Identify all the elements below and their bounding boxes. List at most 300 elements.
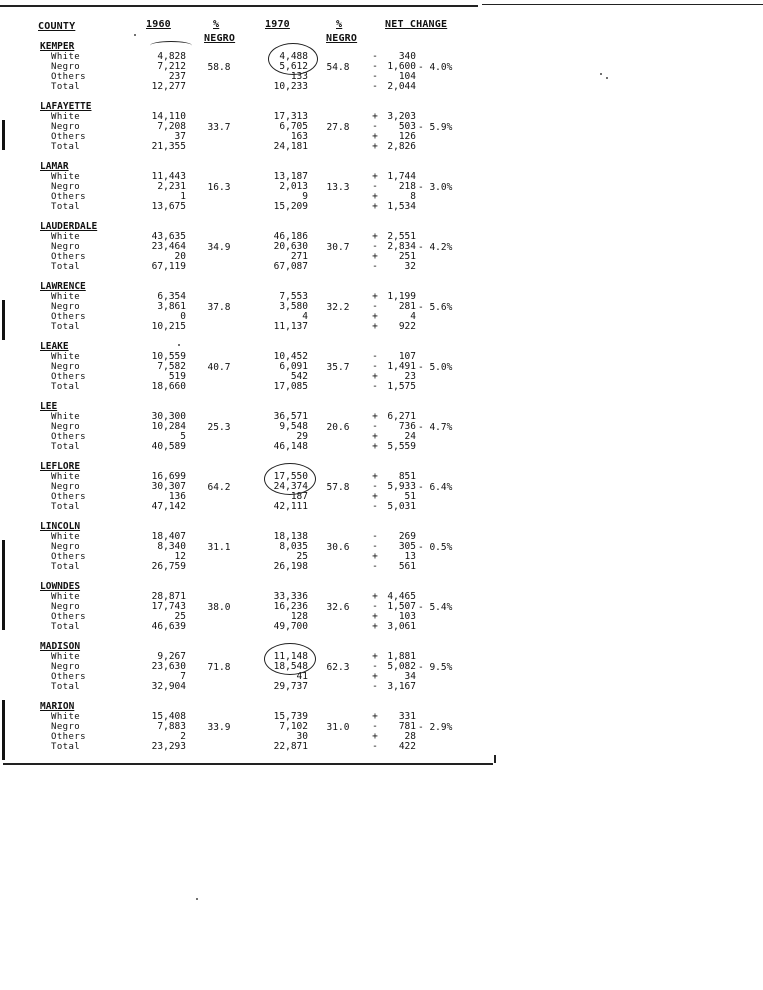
county-name: MADISON: [40, 641, 81, 652]
pct-change: - 4.0%: [418, 62, 453, 73]
change-sign: +: [372, 411, 378, 422]
county-block-lafayette: [0, 102, 500, 158]
county-block-lamar: [0, 162, 500, 218]
change-sign: -: [372, 741, 378, 752]
net-change-value: 1,881: [387, 651, 416, 662]
pct-change: - 5.9%: [418, 122, 453, 133]
pct-negro-1960: 37.8: [207, 302, 231, 313]
net-change-value: 781: [398, 721, 416, 732]
change-sign: -: [372, 541, 378, 552]
row-label: Total: [51, 742, 81, 752]
county-block-madison: [0, 642, 500, 698]
value-1960: 18,407: [151, 531, 186, 542]
value-1970: 16,236: [273, 601, 308, 612]
row-label: Negro: [51, 302, 81, 312]
value-1970: 4: [302, 311, 308, 322]
pct-change: - 4.7%: [418, 422, 453, 433]
net-change-value: 24: [404, 431, 416, 442]
county-block-lowndes: [0, 582, 500, 638]
change-sign: +: [372, 711, 378, 722]
change-sign: +: [372, 371, 378, 382]
county-name: LAWRENCE: [40, 281, 86, 292]
value-1970: 13,187: [273, 171, 308, 182]
net-change-value: 561: [398, 561, 416, 572]
county-name: LEFLORE: [40, 461, 81, 472]
row-label: Others: [51, 552, 86, 562]
row-label: Others: [51, 612, 86, 622]
net-change-value: 2,044: [387, 81, 416, 92]
pct-negro-1960: 40.7: [207, 362, 231, 373]
value-1960: 20: [174, 251, 186, 262]
value-1970: 67,087: [273, 261, 308, 272]
change-sign: -: [372, 561, 378, 572]
change-sign: +: [372, 731, 378, 742]
row-label: Negro: [51, 422, 81, 432]
pct-negro-1970: 20.6: [326, 422, 350, 433]
net-change-value: 104: [398, 71, 416, 82]
row-label: Negro: [51, 662, 81, 672]
pct-negro-1960: 33.7: [207, 122, 231, 133]
value-1960: 4,828: [157, 51, 186, 62]
row-label: Total: [51, 682, 81, 692]
change-sign: -: [372, 81, 378, 92]
change-sign: +: [372, 171, 378, 182]
value-1970: 542: [290, 371, 308, 382]
value-1970: 187: [290, 491, 308, 502]
row-label: Total: [51, 82, 81, 92]
value-1960: 37: [174, 131, 186, 142]
change-sign: -: [372, 531, 378, 542]
top-rule-left: [0, 5, 478, 7]
row-label: Others: [51, 72, 86, 82]
value-1960: 17,743: [151, 601, 186, 612]
value-1970: 26,198: [273, 561, 308, 572]
value-1970: 133: [290, 71, 308, 82]
change-sign: -: [372, 181, 378, 192]
value-1970: 10,233: [273, 81, 308, 92]
value-1960: 23,630: [151, 661, 186, 672]
pct-negro-1960: 71.8: [207, 662, 231, 673]
pen-circle-kemper: [268, 43, 318, 75]
row-label: White: [51, 352, 81, 362]
net-change-value: 4,465: [387, 591, 416, 602]
net-change-value: 269: [398, 531, 416, 542]
county-block-marion: [0, 702, 500, 758]
net-change-value: 6,271: [387, 411, 416, 422]
value-1970: 8,035: [279, 541, 308, 552]
value-1970: 10,452: [273, 351, 308, 362]
value-1960: 67,119: [151, 261, 186, 272]
change-sign: +: [372, 231, 378, 242]
row-label: Negro: [51, 722, 81, 732]
change-sign: +: [372, 111, 378, 122]
value-1970: 25: [296, 551, 308, 562]
county-block-leake: [0, 342, 500, 398]
value-1960: 32,904: [151, 681, 186, 692]
value-1960: 237: [168, 71, 186, 82]
row-label: White: [51, 232, 81, 242]
change-sign: +: [372, 671, 378, 682]
county-block-lauderdale: [0, 222, 500, 278]
table-bottom-rule: [3, 763, 493, 765]
value-1960: 15,408: [151, 711, 186, 722]
value-1970: 6,091: [279, 361, 308, 372]
value-1960: 7,883: [157, 721, 186, 732]
value-1970: 20,630: [273, 241, 308, 252]
change-sign: +: [372, 471, 378, 482]
net-change-value: 922: [398, 321, 416, 332]
pct-negro-1960: 25.3: [207, 422, 231, 433]
value-1970: 2,013: [279, 181, 308, 192]
pct-change: - 9.5%: [418, 662, 453, 673]
change-sign: -: [372, 481, 378, 492]
value-1960: 25: [174, 611, 186, 622]
pct-negro-1960: 64.2: [207, 482, 231, 493]
value-1970: 11,148: [273, 651, 308, 662]
value-1970: 15,209: [273, 201, 308, 212]
value-1970: 18,548: [273, 661, 308, 672]
value-1970: 6,705: [279, 121, 308, 132]
row-label: Others: [51, 372, 86, 382]
county-name: LAUDERDALE: [40, 221, 98, 232]
value-1960: 13,675: [151, 201, 186, 212]
net-change-value: 23: [404, 371, 416, 382]
row-label: Total: [51, 142, 81, 152]
pct-negro-1960: 58.8: [207, 62, 231, 73]
change-sign: -: [372, 351, 378, 362]
row-label: Others: [51, 252, 86, 262]
row-label: Negro: [51, 182, 81, 192]
value-1970: 9,548: [279, 421, 308, 432]
row-label: Total: [51, 382, 81, 392]
pct-change: - 5.4%: [418, 602, 453, 613]
row-label: Others: [51, 432, 86, 442]
value-1960: 7: [180, 671, 186, 682]
change-sign: -: [372, 301, 378, 312]
row-label: Total: [51, 202, 81, 212]
net-change-value: 34: [404, 671, 416, 682]
net-change-value: 126: [398, 131, 416, 142]
change-sign: +: [372, 311, 378, 322]
county-block-lawrence: [0, 282, 500, 338]
net-change-value: 1,199: [387, 291, 416, 302]
value-1970: 163: [290, 131, 308, 142]
value-1970: 46,186: [273, 231, 308, 242]
change-sign: +: [372, 291, 378, 302]
change-sign: +: [372, 131, 378, 142]
county-name: LAFAYETTE: [40, 101, 92, 112]
change-sign: +: [372, 251, 378, 262]
pen-arc-annotation: [150, 41, 192, 50]
change-sign: +: [372, 431, 378, 442]
row-label: Others: [51, 732, 86, 742]
scan-speck: [600, 73, 602, 75]
value-1960: 12: [174, 551, 186, 562]
net-change-value: 5,031: [387, 501, 416, 512]
value-1960: 30,300: [151, 411, 186, 422]
net-change-value: 13: [404, 551, 416, 562]
row-label: Negro: [51, 362, 81, 372]
pct-negro-1960: 34.9: [207, 242, 231, 253]
value-1970: 3,580: [279, 301, 308, 312]
change-sign: -: [372, 51, 378, 62]
net-change-value: 8: [410, 191, 416, 202]
value-1960: 26,759: [151, 561, 186, 572]
change-sign: +: [372, 621, 378, 632]
net-change-value: 251: [398, 251, 416, 262]
net-change-value: 218: [398, 181, 416, 192]
pct-change: - 6.4%: [418, 482, 453, 493]
header-1960: 1960: [146, 19, 171, 30]
pct-negro-1970: 35.7: [326, 362, 350, 373]
value-1960: 12,277: [151, 81, 186, 92]
change-sign: -: [372, 681, 378, 692]
row-label: White: [51, 292, 81, 302]
value-1960: 23,464: [151, 241, 186, 252]
county-name: LEE: [40, 401, 58, 412]
header-pct-negro-1970-top: %: [336, 19, 343, 30]
change-sign: -: [372, 661, 378, 672]
pct-change: - 5.6%: [418, 302, 453, 313]
net-change-value: 3,061: [387, 621, 416, 632]
value-1970: 24,374: [273, 481, 308, 492]
row-label: Others: [51, 192, 86, 202]
value-1970: 128: [290, 611, 308, 622]
row-label: Negro: [51, 62, 81, 72]
pct-negro-1960: 16.3: [207, 182, 231, 193]
value-1960: 7,582: [157, 361, 186, 372]
value-1970: 5,612: [279, 61, 308, 72]
net-change-value: 5,559: [387, 441, 416, 452]
net-change-value: 103: [398, 611, 416, 622]
value-1970: 22,871: [273, 741, 308, 752]
value-1970: 15,739: [273, 711, 308, 722]
value-1960: 9,267: [157, 651, 186, 662]
row-label: Total: [51, 502, 81, 512]
pct-negro-1970: 32.6: [326, 602, 350, 613]
county-block-kemper: [0, 42, 500, 98]
scan-speck: [178, 344, 180, 346]
pct-negro-1970: 31.0: [326, 722, 350, 733]
pct-negro-1970: 30.6: [326, 542, 350, 553]
change-sign: +: [372, 201, 378, 212]
net-change-value: 340: [398, 51, 416, 62]
scan-speck: [606, 77, 608, 79]
pct-change: - 0.5%: [418, 542, 453, 553]
pct-negro-1960: 31.1: [207, 542, 231, 553]
value-1960: 3,861: [157, 301, 186, 312]
net-change-value: 1,600: [387, 61, 416, 72]
value-1960: 7,212: [157, 61, 186, 72]
row-label: White: [51, 112, 81, 122]
net-change-value: 51: [404, 491, 416, 502]
change-sign: +: [372, 611, 378, 622]
row-label: White: [51, 172, 81, 182]
value-1960: 10,284: [151, 421, 186, 432]
row-label: White: [51, 592, 81, 602]
value-1960: 2,231: [157, 181, 186, 192]
row-label: Negro: [51, 482, 81, 492]
value-1960: 43,635: [151, 231, 186, 242]
net-change-value: 2,826: [387, 141, 416, 152]
county-name: KEMPER: [40, 41, 75, 52]
county-name: LINCOLN: [40, 521, 81, 532]
header-pct-negro-1970: NEGRO: [326, 33, 358, 44]
net-change-value: 1,534: [387, 201, 416, 212]
value-1960: 18,660: [151, 381, 186, 392]
value-1960: 11,443: [151, 171, 186, 182]
value-1960: 2: [180, 731, 186, 742]
pct-change: - 3.0%: [418, 182, 453, 193]
county-block-lee: [0, 402, 500, 458]
row-label: Negro: [51, 602, 81, 612]
change-sign: +: [372, 321, 378, 332]
net-change-value: 331: [398, 711, 416, 722]
value-1970: 24,181: [273, 141, 308, 152]
net-change-value: 5,933: [387, 481, 416, 492]
county-block-lincoln: [0, 522, 500, 578]
row-label: Total: [51, 322, 81, 332]
row-label: Total: [51, 262, 81, 272]
change-sign: -: [372, 261, 378, 272]
row-label: White: [51, 532, 81, 542]
value-1970: 17,313: [273, 111, 308, 122]
value-1970: 49,700: [273, 621, 308, 632]
scan-speck: [196, 898, 198, 900]
value-1970: 29,737: [273, 681, 308, 692]
change-sign: -: [372, 121, 378, 132]
value-1970: 30: [296, 731, 308, 742]
change-sign: -: [372, 71, 378, 82]
value-1960: 5: [180, 431, 186, 442]
header-pct-negro-1960: NEGRO: [204, 33, 236, 44]
pct-negro-1970: 13.3: [326, 182, 350, 193]
value-1970: 7,553: [279, 291, 308, 302]
change-sign: -: [372, 361, 378, 372]
row-label: Total: [51, 442, 81, 452]
value-1970: 46,148: [273, 441, 308, 452]
change-sign: +: [372, 191, 378, 202]
row-label: Others: [51, 672, 86, 682]
value-1970: 7,102: [279, 721, 308, 732]
change-sign: +: [372, 141, 378, 152]
top-rule-right: [482, 4, 763, 5]
row-label: White: [51, 52, 81, 62]
row-label: Others: [51, 312, 86, 322]
value-1960: 10,215: [151, 321, 186, 332]
pen-circle-leflore: [264, 463, 316, 495]
net-change-value: 503: [398, 121, 416, 132]
change-sign: -: [372, 501, 378, 512]
value-1970: 18,138: [273, 531, 308, 542]
net-change-value: 4: [410, 311, 416, 322]
header-pct-negro-1960-top: %: [213, 19, 220, 30]
value-1970: 33,336: [273, 591, 308, 602]
value-1960: 23,293: [151, 741, 186, 752]
scan-speck: [134, 34, 136, 36]
value-1960: 519: [168, 371, 186, 382]
row-label: Others: [51, 132, 86, 142]
net-change-value: 2,551: [387, 231, 416, 242]
row-label: Negro: [51, 542, 81, 552]
net-change-value: 28: [404, 731, 416, 742]
value-1970: 42,111: [273, 501, 308, 512]
value-1970: 29: [296, 431, 308, 442]
county-name: LAMAR: [40, 161, 69, 172]
net-change-value: 1,507: [387, 601, 416, 612]
net-change-value: 736: [398, 421, 416, 432]
pct-change: - 5.0%: [418, 362, 453, 373]
net-change-value: 32: [404, 261, 416, 272]
change-sign: +: [372, 441, 378, 452]
row-label: Others: [51, 492, 86, 502]
pct-change: - 2.9%: [418, 722, 453, 733]
header-1970: 1970: [265, 19, 290, 30]
header-net-change: NET CHANGE: [385, 19, 448, 30]
value-1960: 8,340: [157, 541, 186, 552]
value-1960: 1: [180, 191, 186, 202]
pct-negro-1970: 54.8: [326, 62, 350, 73]
county-block-leflore: [0, 462, 500, 518]
net-change-value: 2,834: [387, 241, 416, 252]
row-label: White: [51, 652, 81, 662]
value-1970: 271: [290, 251, 308, 262]
net-change-value: 305: [398, 541, 416, 552]
value-1960: 21,355: [151, 141, 186, 152]
value-1960: 28,871: [151, 591, 186, 602]
pen-circle-madison: [264, 643, 316, 675]
county-name: LOWNDES: [40, 581, 81, 592]
value-1960: 46,639: [151, 621, 186, 632]
net-change-value: 281: [398, 301, 416, 312]
row-label: Total: [51, 622, 81, 632]
value-1970: 11,137: [273, 321, 308, 332]
pct-change: - 4.2%: [418, 242, 453, 253]
net-change-value: 851: [398, 471, 416, 482]
value-1970: 17,550: [273, 471, 308, 482]
net-change-value: 5,082: [387, 661, 416, 672]
row-label: Negro: [51, 242, 81, 252]
row-label: White: [51, 712, 81, 722]
value-1970: 36,571: [273, 411, 308, 422]
county-name: LEAKE: [40, 341, 69, 352]
change-sign: +: [372, 591, 378, 602]
pct-negro-1970: 30.7: [326, 242, 350, 253]
net-change-value: 1,744: [387, 171, 416, 182]
row-label: White: [51, 472, 81, 482]
pct-negro-1970: 27.8: [326, 122, 350, 133]
net-change-value: 3,203: [387, 111, 416, 122]
county-name: MARION: [40, 701, 75, 712]
value-1960: 30,307: [151, 481, 186, 492]
pct-negro-1970: 62.3: [326, 662, 350, 673]
value-1960: 14,110: [151, 111, 186, 122]
value-1970: 17,085: [273, 381, 308, 392]
change-sign: +: [372, 491, 378, 502]
net-change-value: 3,167: [387, 681, 416, 692]
change-sign: -: [372, 601, 378, 612]
row-label: White: [51, 412, 81, 422]
pct-negro-1960: 33.9: [207, 722, 231, 733]
header-county: COUNTY: [38, 21, 76, 32]
pct-negro-1960: 38.0: [207, 602, 231, 613]
value-1960: 136: [168, 491, 186, 502]
value-1960: 47,142: [151, 501, 186, 512]
row-label: Total: [51, 562, 81, 572]
net-change-value: 422: [398, 741, 416, 752]
value-1960: 7,208: [157, 121, 186, 132]
net-change-value: 107: [398, 351, 416, 362]
